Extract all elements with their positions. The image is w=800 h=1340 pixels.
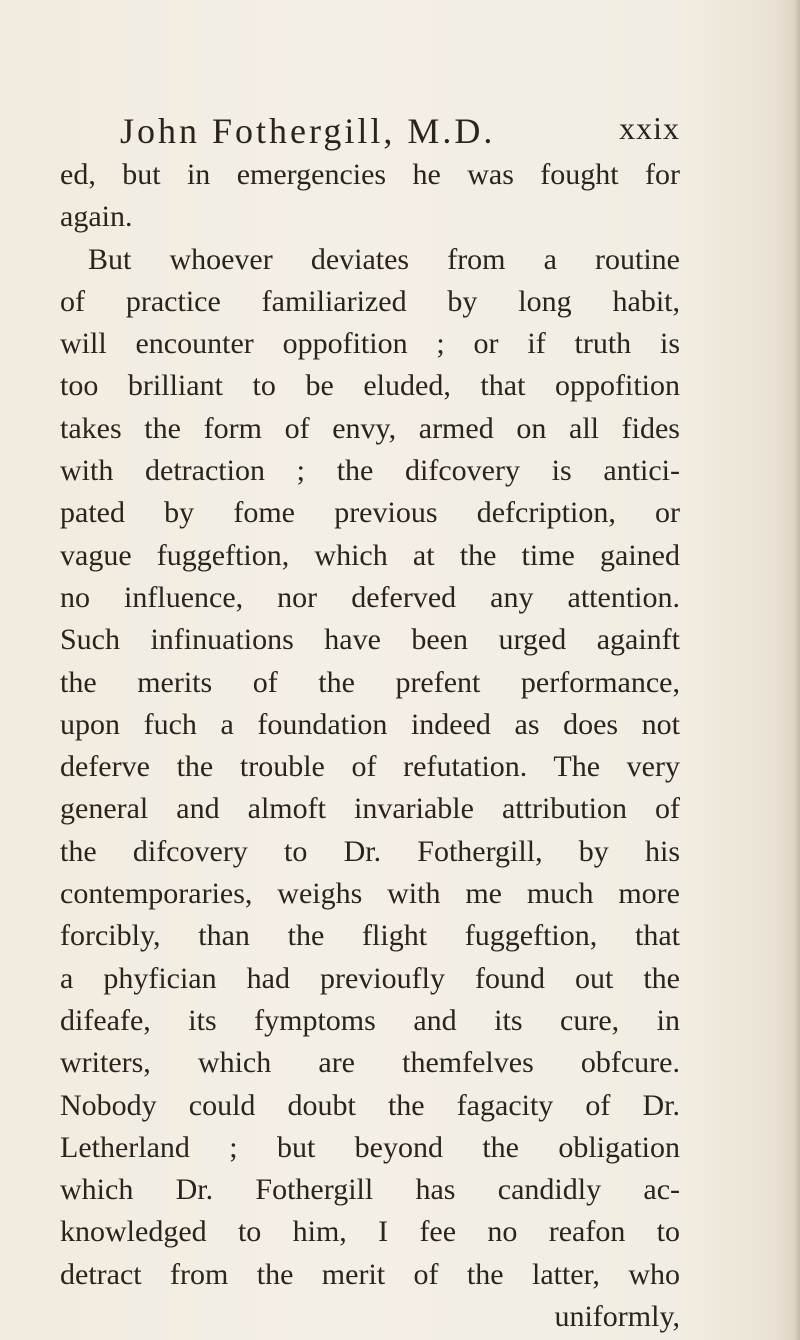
text-line: detract from the merit of the latter, who [60,1257,680,1291]
text-line: difeafe, its fymptoms and its cure, in [60,1003,680,1037]
text-line: Letherland ; but beyond the obligation [60,1130,680,1164]
text-line: Such infinuations have been urged againft [60,623,680,657]
text-line: pated by fome previous defcription, or [60,496,680,530]
page-edge-shadow [794,0,800,1340]
text-line: upon fuch a foundation indeed as does not [60,707,680,741]
text-line: too brilliant to be eluded, that oppofition [60,369,680,403]
text-line: Nobody could doubt the fagacity of Dr. [60,1088,680,1122]
text-line: no influence, nor deferved any attention. [60,580,680,614]
text-line: writers, which are themfelves obfcure. [60,1046,680,1080]
running-head-title: John Fothergill, M.D. [120,111,496,151]
text-line: knowledged to him, I fee no reafon to [60,1215,680,1249]
text-line: again. [60,200,133,234]
body-text [60,154,680,1338]
text-line: of practice familiarized by long habit, [60,284,680,318]
text-line: But whoever deviates from a routine [88,242,680,276]
text-line: a phyfician had previoufly found out the [60,961,680,995]
text-line: contemporaries, weighs with me much more [60,877,680,911]
running-head [120,110,680,154]
text-line: deferve the trouble of refutation. The very [60,750,680,784]
text-line: general and almoft invariable attribution of [60,792,680,826]
text-line: vague fuggeftion, which at the time gained [60,538,680,572]
text-line: with detraction ; the difcovery is antici- [60,454,680,488]
text-line: forcibly, than the flight fuggeftion, that [60,919,680,953]
page-number: xxix [619,110,680,146]
text-line: which Dr. Fothergill has candidly ac- [60,1173,680,1207]
text-line: will encounter oppofition ; or if truth is [60,327,680,361]
text-line: the merits of the prefent performance, [60,665,680,699]
text-line: the difcovery to Dr. Fothergill, by his [60,834,680,868]
catchword: uniformly, [554,1300,680,1334]
text-line: ed, but in emergencies he was fought for [60,158,680,191]
text-line: takes the form of envy, armed on all fides [60,411,680,445]
